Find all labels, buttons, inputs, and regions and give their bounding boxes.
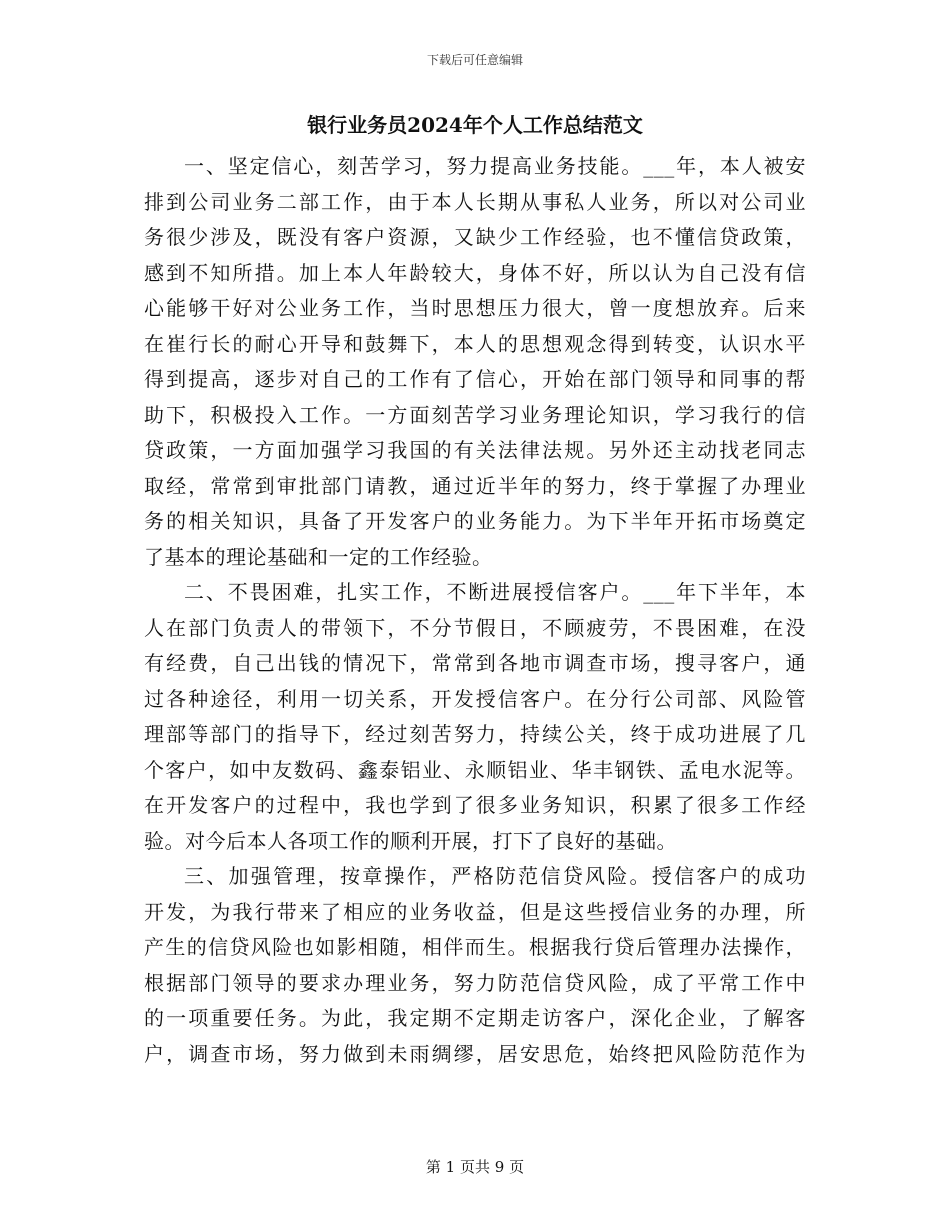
page-number: 第 1 页共 9 页 <box>425 1158 525 1176</box>
paragraph <box>144 859 806 1072</box>
text-line: 有经费，自己出钱的情况下，常常到各地市调查市场，搜寻客户，通 <box>144 651 806 675</box>
paragraph <box>144 149 806 575</box>
text-line: 根据部门领导的要求办理业务，努力防范信贷风险，成了平常工作中 <box>144 970 806 995</box>
text-line: 一、坚定信心，刻苦学习，努力提高业务技能。___年，本人被安 <box>184 154 806 178</box>
text-line: 了基本的理论基础和一定的工作经验。 <box>144 544 493 569</box>
text-line: 务很少涉及，既没有客户资源，又缺少工作经验，也不懂信贷政策， <box>144 225 806 249</box>
document-title: 银行业务员2024年个人工作总结范文 <box>307 113 643 137</box>
text-line: 在崔行长的耐心开导和鼓舞下，本人的思想观念得到转变，认识水平 <box>144 331 806 356</box>
text-line: 产生的信贷风险也如影相随，相伴而生。根据我行贷后管理办法操作， <box>144 935 806 959</box>
text-line: 在开发客户的过程中，我也学到了很多业务知识，积累了很多工作经 <box>144 793 806 817</box>
text-line: 助下，积极投入工作。一方面刻苦学习业务理论知识，学习我行的信 <box>144 402 806 427</box>
text-line: 人在部门负责人的带领下，不分节假日，不顾疲劳，不畏困难，在没 <box>144 615 806 640</box>
text-line: 理部等部门的指导下，经过刻苦努力，持续公关，终于成功进展了几 <box>144 722 806 746</box>
text-line: 感到不知所措。加上本人年龄较大，身体不好，所以认为自己没有信 <box>144 260 806 285</box>
text-line: 排到公司业务二部工作，由于本人长期从事私人业务，所以对公司业 <box>144 189 806 214</box>
paragraph <box>144 575 806 859</box>
text-line: 个客户，如中友数码、鑫泰铝业、永顺铝业、华丰钢铁、孟电水泥等。 <box>144 757 806 782</box>
text-line: 户，调查市场，努力做到未雨绸缪，居安思危，始终把风险防范作为 <box>144 1041 806 1066</box>
text-line: 心能够干好对公业务工作，当时思想压力很大，曾一度想放弃。后来 <box>144 296 806 320</box>
text-line: 得到提高，逐步对自己的工作有了信心，开始在部门领导和同事的帮 <box>144 367 806 391</box>
page-header-note: 下载后可任意编辑 <box>426 53 523 67</box>
text-line: 的一项重要任务。为此，我定期不定期走访客户，深化企业，了解客 <box>144 1006 806 1030</box>
text-line: 验。对今后本人各项工作的顺利开展，打下了良好的基础。 <box>144 828 677 853</box>
text-line: 贷政策，一方面加强学习我国的有关法律法规。另外还主动找老同志 <box>144 438 806 462</box>
text-line: 三、加强管理，按章操作，严格防范信贷风险。授信客户的成功 <box>184 864 806 888</box>
document-body <box>144 149 806 1072</box>
text-line: 务的相关知识，具备了开发客户的业务能力。为下半年开拓市场奠定 <box>144 509 806 533</box>
text-line: 二、不畏困难，扎实工作，不断进展授信客户。___年下半年，本 <box>184 580 806 604</box>
text-line: 开发，为我行带来了相应的业务收益，但是这些授信业务的办理，所 <box>144 899 806 924</box>
text-line: 过各种途径，利用一切关系，开发授信客户。在分行公司部、风险管 <box>144 686 806 711</box>
text-line: 取经，常常到审批部门请教，通过近半年的努力，终于掌握了办理业 <box>144 473 806 498</box>
